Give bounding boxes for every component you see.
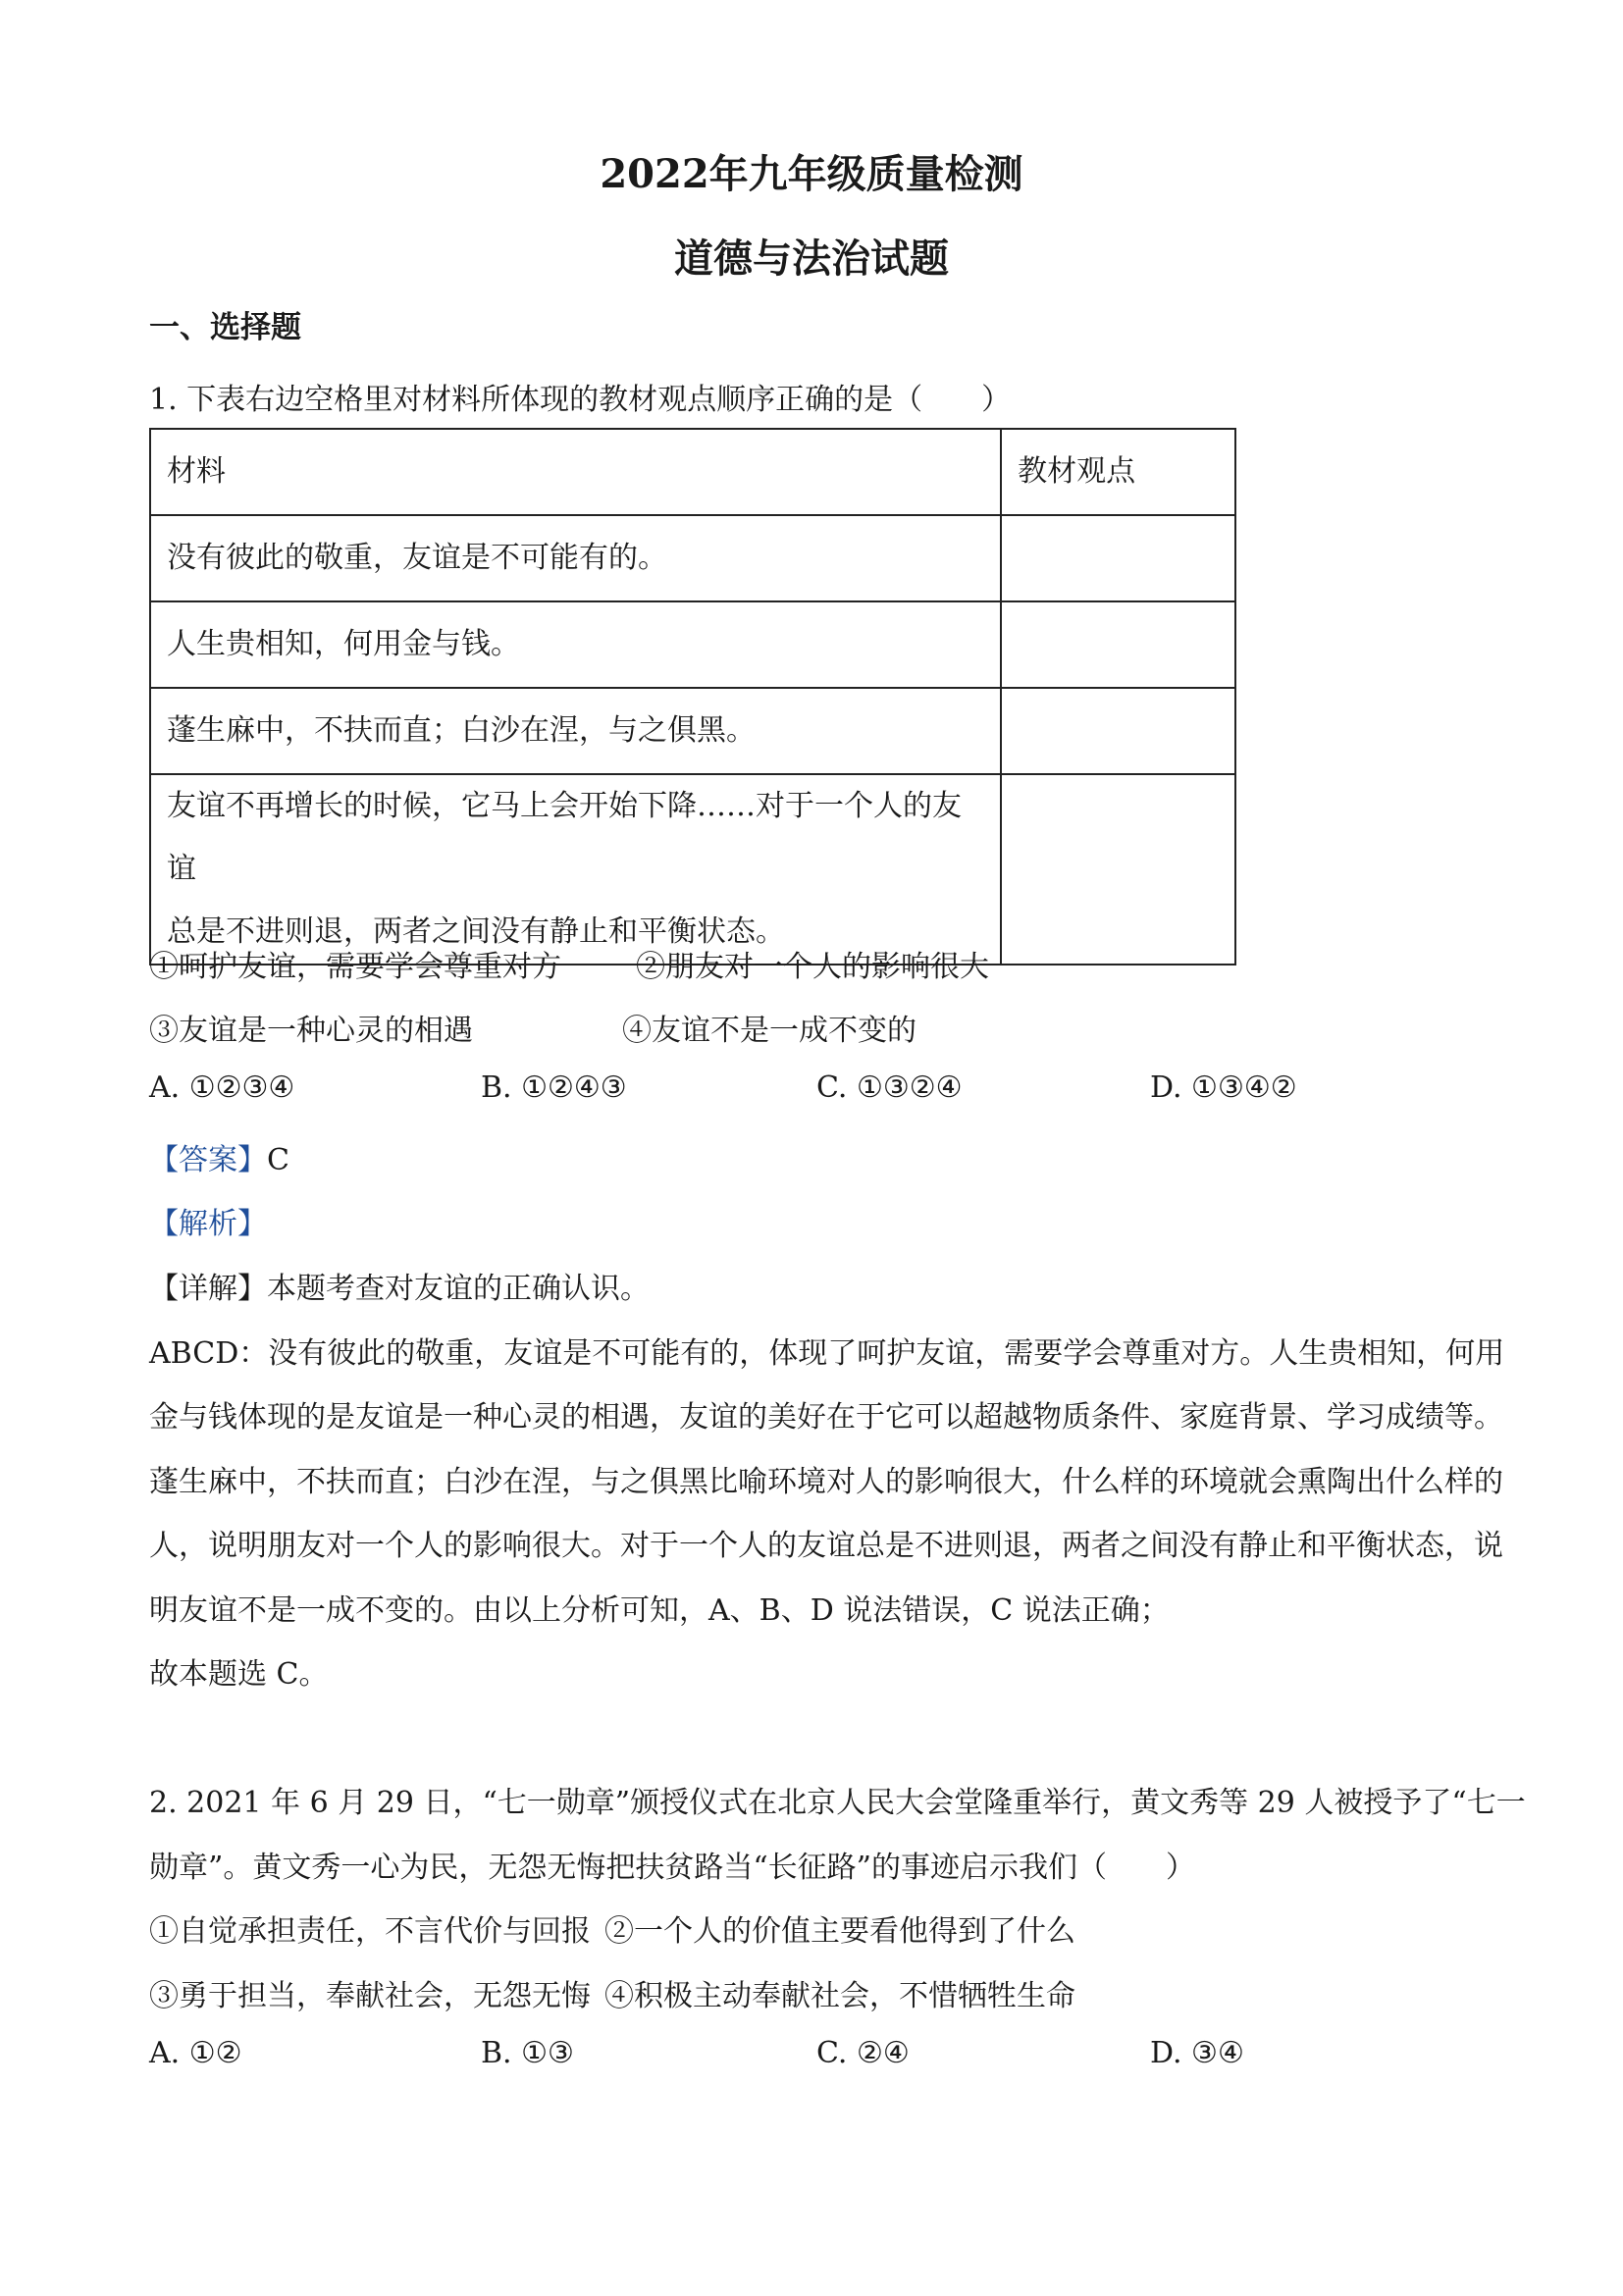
q2-statement-3: ③勇于担当，奉献社会，无怨无悔 (149, 1979, 591, 2013)
q2-statement-4: ④积极主动奉献社会，不惜牺牲生命 (604, 1979, 1075, 2013)
table-cell-view (1001, 601, 1235, 688)
table-row (150, 515, 1235, 601)
page-title: 2022年九年级质量检测 (600, 151, 1023, 197)
q1-stem: 1. 下表右边空格里对材料所体现的教材观点顺序正确的是（ ） (149, 383, 1012, 417)
page-subtitle: 道德与法治试题 (674, 235, 949, 282)
q2-option-c: C. ②④ (816, 2036, 910, 2070)
explanation-line: 金与钱体现的是友谊是一种心灵的相遇，友谊的美好在于它可以超越物质条件、家庭背景、学习成绩等。 (149, 1400, 1503, 1435)
detail-text: 本题考查对友谊的正确认识。 (267, 1272, 650, 1306)
material-line: 总是不进则退，两者之间没有静止和平衡状态。 (167, 914, 785, 949)
q2-statement-1: ①自觉承担责任，不言代价与回报 (149, 1914, 591, 1949)
q1-statement-1: ①呵护友谊，需要学会尊重对方 (149, 950, 561, 984)
explanation-line: ABCD：没有彼此的敬重，友谊是不可能有的，体现了呵护友谊，需要学会尊重对方。人生贵相知，何用 (149, 1336, 1505, 1371)
q2-statement-2: ②一个人的价值主要看他得到了什么 (604, 1914, 1075, 1949)
q1-option-d: D. ①③④② (1150, 1070, 1297, 1105)
table-header-row (150, 429, 1235, 515)
table-row (150, 774, 1235, 965)
table-header-view: 教材观点 (1001, 429, 1235, 515)
q1-statement-2: ②朋友对一个人的影响很大 (636, 950, 989, 984)
table-cell-view (1001, 688, 1235, 774)
answer-tag: 【答案】 (149, 1143, 267, 1177)
material-line: 友谊不再增长的时候，它马上会开始下降……对于一个人的友谊 (167, 789, 962, 886)
table-cell-material: 蓬生麻中，不扶而直；白沙在涅，与之俱黑。 (150, 688, 1001, 774)
q2-option-b: B. ①③ (481, 2036, 574, 2070)
table-cell-material: 没有彼此的敬重，友谊是不可能有的。 (150, 515, 1001, 601)
explanation-line: 蓬生麻中，不扶而直；白沙在涅，与之俱黑比喻环境对人的影响很大，什么样的环境就会熏陶出什么样的 (149, 1465, 1503, 1499)
table-cell-view (1001, 774, 1235, 965)
explanation-line: 故本题选 C。 (149, 1657, 329, 1692)
q1-option-b: B. ①②④③ (481, 1070, 627, 1105)
q2-stem-line: 勋章”。黄文秀一心为民，无怨无悔把扶贫路当“长征路”的事迹启示我们（ ） (149, 1851, 1196, 1885)
detail-line (149, 1264, 650, 1307)
table-row (150, 688, 1235, 774)
explanation-line: 人，说明朋友对一个人的影响很大。对于一个人的友谊总是不进则退，两者之间没有静止和平衡状态，说 (149, 1529, 1503, 1563)
analysis-tag: 【解析】 (149, 1207, 267, 1241)
table-cell-material (150, 774, 1001, 965)
table-cell-view (1001, 515, 1235, 601)
q2-option-d: D. ③④ (1150, 2036, 1244, 2070)
q1-statement-3: ③友谊是一种心灵的相遇 (149, 1014, 473, 1048)
detail-tag: 【详解】 (149, 1272, 267, 1306)
table-row (150, 601, 1235, 688)
q1-table (149, 428, 1236, 965)
q1-option-a: A. ①②③④ (149, 1070, 295, 1105)
section-heading: 一、选择题 (149, 310, 301, 345)
explanation-line: 明友谊不是一成不变的。由以上分析可知，A、B、D 说法错误，C 说法正确； (149, 1593, 1170, 1628)
q2-option-a: A. ①② (149, 2036, 242, 2070)
q1-option-c: C. ①③②④ (816, 1070, 963, 1105)
table-header-material: 材料 (150, 429, 1001, 515)
q2-stem-line: 2. 2021 年 6 月 29 日，“七一勋章”颁授仪式在北京人民大会堂隆重举行，黄文秀等 29 人被授予了“七一 (149, 1786, 1526, 1820)
answer-value: C (267, 1143, 289, 1177)
q1-statement-4: ④友谊不是一成不变的 (622, 1014, 916, 1048)
answer-line (149, 1135, 289, 1178)
table-cell-material: 人生贵相知，何用金与钱。 (150, 601, 1001, 688)
